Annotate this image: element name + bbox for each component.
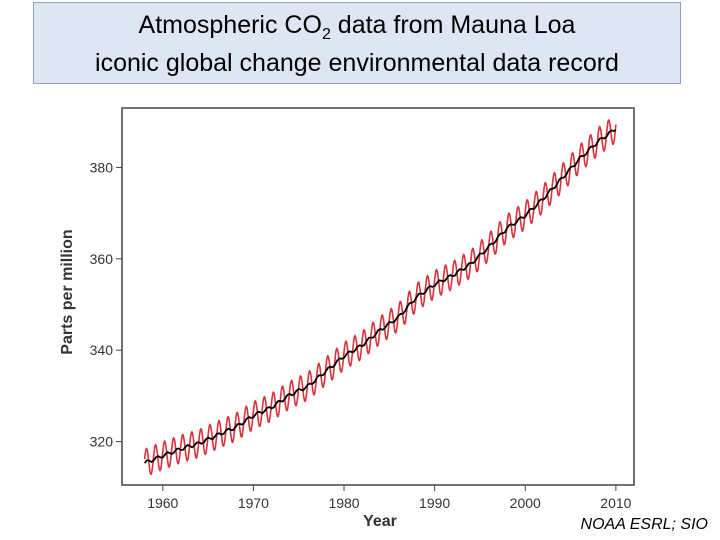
- title-line-2: iconic global change environmental data record: [95, 49, 619, 77]
- x-tick-label: 1990: [419, 495, 451, 511]
- title-subscript: 2: [321, 26, 331, 43]
- title-line-1-suffix: data from Mauna Loa: [330, 11, 576, 39]
- y-tick-label: 320: [89, 433, 113, 450]
- x-axis-title: Year: [363, 513, 397, 530]
- title-line-1-prefix: Atmospheric CO: [138, 11, 322, 39]
- y-tick-label: 360: [89, 250, 113, 267]
- x-tick-label: 2010: [600, 495, 632, 511]
- x-tick-label: 1970: [237, 495, 269, 511]
- y-tick-label: 380: [89, 159, 113, 176]
- x-tick-label: 2000: [509, 495, 541, 511]
- x-tick-label: 1980: [328, 495, 360, 511]
- plot-frame: [122, 108, 634, 485]
- source-credit: NOAA ESRL; SIO: [580, 516, 708, 533]
- y-tick-label: 340: [89, 342, 113, 359]
- y-axis-title: Parts per million: [59, 229, 76, 355]
- x-tick-label: 1960: [147, 495, 179, 511]
